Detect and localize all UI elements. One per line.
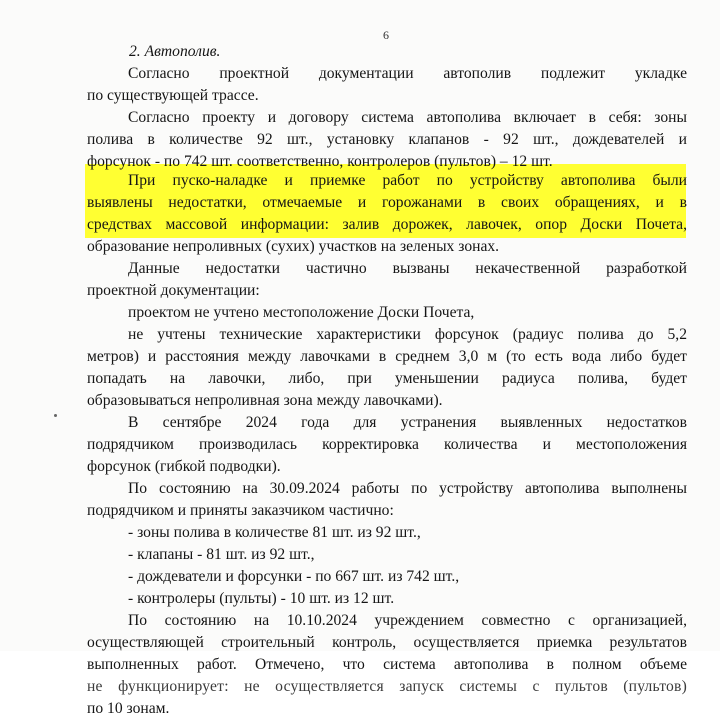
- list-item: - клапаны - 81 шт. из 92 шт.,: [128, 546, 315, 563]
- scan-dust-mark: [54, 414, 57, 417]
- paragraph-line: осуществляющей строительный контроль, осуществляется приемка результатов: [87, 634, 687, 651]
- highlighted-paragraph-line: выявлены недостатки, отмечаемые и горожанами в своих обращениях, и в: [87, 194, 687, 211]
- paragraph-line: образовываться непроливная зона между лавочками).: [87, 392, 443, 409]
- section-heading: 2. Автополив.: [129, 43, 221, 60]
- paragraph-line: выполненных работ. Отмечено, что система автополива в полном объеме: [87, 656, 687, 673]
- paragraph-line: Согласно проекту и договору система автополива включает в себя: зоны: [128, 109, 687, 126]
- list-item: - зоны полива в количестве 81 шт. из 92 шт.,: [128, 524, 421, 541]
- paragraph-line: попадать на лавочки, либо, при уменьшении радиуса полива, будет: [87, 370, 687, 387]
- paragraph-line: По состоянию на 10.10.2024 учреждением совместно с организацией,: [128, 612, 687, 629]
- paragraph-line: проектной документации:: [87, 282, 260, 299]
- highlighted-paragraph-line: средствах массовой информации: залив дорожек, лавочек, опор Доски Почета,: [87, 216, 687, 233]
- paragraph-line: проектом не учтено местоположение Доски Почета,: [128, 304, 475, 321]
- paragraph-line: по 10 зонам.: [87, 700, 170, 717]
- paragraph-line: по существующей трассе.: [87, 87, 259, 104]
- list-item: - дождеватели и форсунки - по 667 шт. из 742 шт.,: [128, 568, 460, 585]
- paragraph-line: подрядчиком и приняты заказчиком частично:: [87, 502, 394, 519]
- paragraph-line: форсунок - по 742 шт. соответственно, контролеров (пультов) – 12 шт.: [87, 153, 553, 170]
- paragraph-line: форсунок (гибкой подводки).: [87, 458, 281, 475]
- paragraph-line: метров) и расстояния между лавочками в среднем 3,0 м (то есть вода либо будет: [87, 348, 687, 365]
- list-item: - контролеры (пульты) - 10 шт. из 12 шт.: [128, 590, 395, 607]
- paragraph-line: По состоянию на 30.09.2024 работы по устройству автополива выполнены: [128, 480, 687, 497]
- paragraph-line: Данные недостатки частично вызваны некачественной разработкой: [128, 260, 687, 277]
- paragraph-line: Согласно проектной документации автополив подлежит укладке: [128, 65, 687, 82]
- paragraph-line: не функционирует: не осуществляется запуск системы с пультов (пультов): [87, 678, 687, 695]
- paragraph-line: В сентябре 2024 года для устранения выявленных недостатков: [128, 414, 687, 431]
- paragraph-line: не учтены технические характеристики форсунок (радиус полива до 5,2: [128, 326, 687, 343]
- paragraph-line: полива в количестве 92 шт., установку клапанов - 92 шт., дождевателей и: [87, 131, 687, 148]
- paragraph-line: подрядчиком производилась корректировка количества и местоположения: [87, 436, 687, 453]
- page-number: 6: [383, 28, 389, 42]
- highlighted-paragraph-line: При пуско-наладке и приемке работ по устройству автополива были: [128, 172, 687, 189]
- highlighted-paragraph-line: образование непроливных (сухих) участков на зеленых зонах.: [87, 238, 500, 255]
